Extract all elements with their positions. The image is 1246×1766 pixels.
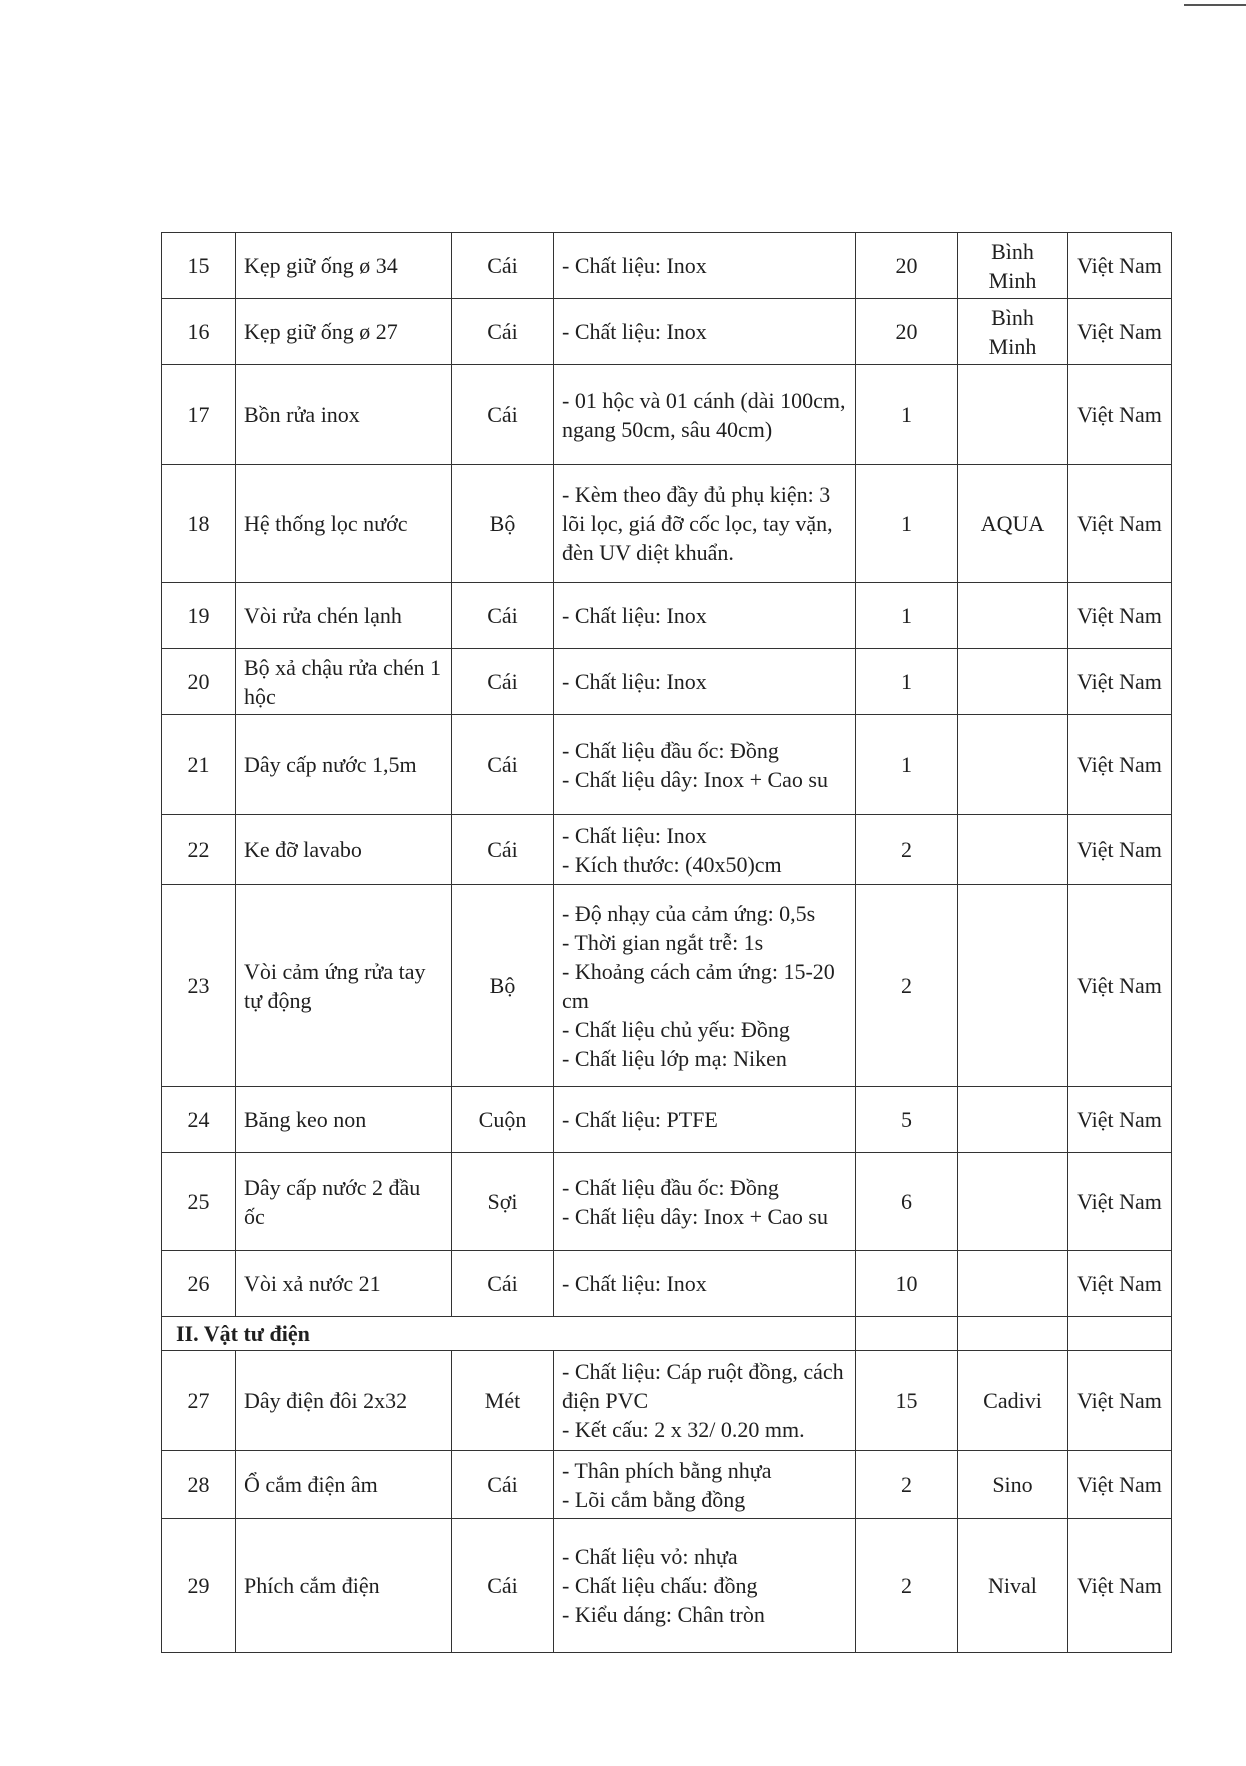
item-spec — [554, 885, 856, 1087]
spec-line: - Chất liệu: Inox — [562, 253, 707, 278]
item-spec — [554, 1087, 856, 1153]
item-name: Phích cắm điện — [236, 1519, 452, 1653]
item-name: Bồn rửa inox — [236, 365, 452, 465]
item-brand: AQUA — [958, 465, 1068, 583]
table-row — [162, 1519, 1172, 1653]
spec-line: - Thời gian ngắt trễ: 1s — [562, 929, 764, 955]
item-name: Kẹp giữ ống ø 27 — [236, 299, 452, 365]
spec-line: - Chất liệu: Inox — [562, 669, 707, 694]
spec-line: - Độ nhạy của cảm ứng: 0,5s — [562, 900, 816, 926]
item-origin: Việt Nam — [1068, 365, 1172, 465]
item-brand: Sino — [958, 1451, 1068, 1519]
spec-line: - Chất liệu: PTFE — [562, 1107, 718, 1132]
table-row — [162, 815, 1172, 885]
item-quantity: 20 — [856, 233, 958, 299]
table-row — [162, 1451, 1172, 1519]
item-brand — [958, 1153, 1068, 1251]
item-spec — [554, 1451, 856, 1519]
spec-line: - Kết cấu: 2 x 32/ 0.20 mm. — [562, 1417, 805, 1442]
item-origin: Việt Nam — [1068, 1519, 1172, 1653]
table-row — [162, 649, 1172, 715]
spec-line: - Chất liệu chấu: đồng — [562, 1573, 758, 1598]
item-origin: Việt Nam — [1068, 583, 1172, 649]
table-row — [162, 583, 1172, 649]
item-unit: Cái — [452, 233, 554, 299]
item-unit: Cái — [452, 1451, 554, 1519]
item-unit: Bộ — [452, 465, 554, 583]
item-brand — [958, 1251, 1068, 1317]
item-name: Vòi xả nước 21 — [236, 1251, 452, 1317]
item-quantity: 2 — [856, 815, 958, 885]
item-quantity: 10 — [856, 1251, 958, 1317]
item-origin: Việt Nam — [1068, 649, 1172, 715]
spec-line: - Kèm theo đầy đủ phụ kiện: 3 lõi lọc, giá đỡ cốc lọc, tay vặn, đèn UV diệt khuẩn. — [562, 482, 833, 565]
item-name: Bộ xả chậu rửa chén 1 hộc — [236, 649, 452, 715]
table-row — [162, 715, 1172, 815]
item-quantity: 1 — [856, 649, 958, 715]
item-quantity: 1 — [856, 365, 958, 465]
item-name: Ke đỡ lavabo — [236, 815, 452, 885]
item-spec — [554, 1519, 856, 1653]
item-brand — [958, 583, 1068, 649]
item-spec — [554, 1251, 856, 1317]
spec-line: - Chất liệu dây: Inox + Cao su — [562, 766, 828, 792]
table-row — [162, 465, 1172, 583]
item-brand — [958, 715, 1068, 815]
item-unit: Mét — [452, 1351, 554, 1451]
item-spec — [554, 715, 856, 815]
spec-line: - Chất liệu lớp mạ: Niken — [562, 1045, 787, 1071]
item-origin: Việt Nam — [1068, 1087, 1172, 1153]
spec-line: - Chất liệu: Cáp ruột đồng, cách điện PVC — [562, 1359, 844, 1413]
item-name: Dây cấp nước 1,5m — [236, 715, 452, 815]
spec-line: - Chất liệu: Inox — [562, 603, 707, 628]
spec-line: - Chất liệu: Inox — [562, 822, 707, 848]
item-number: 15 — [162, 233, 236, 299]
item-name: Dây điện đôi 2x32 — [236, 1351, 452, 1451]
item-number: 23 — [162, 885, 236, 1087]
item-number: 19 — [162, 583, 236, 649]
item-spec — [554, 649, 856, 715]
item-spec — [554, 583, 856, 649]
spec-line: - Chất liệu: Inox — [562, 319, 707, 344]
item-unit: Cái — [452, 1251, 554, 1317]
item-name: Băng keo non — [236, 1087, 452, 1153]
item-origin: Việt Nam — [1068, 1153, 1172, 1251]
item-number: 22 — [162, 815, 236, 885]
item-brand: Bình Minh — [958, 233, 1068, 299]
item-origin: Việt Nam — [1068, 465, 1172, 583]
item-number: 27 — [162, 1351, 236, 1451]
item-brand — [958, 649, 1068, 715]
top-edge-mark — [1184, 4, 1246, 6]
item-brand — [958, 1087, 1068, 1153]
table-row — [162, 1251, 1172, 1317]
item-number: 28 — [162, 1451, 236, 1519]
item-quantity: 1 — [856, 465, 958, 583]
item-origin: Việt Nam — [1068, 815, 1172, 885]
equipment-spec-table — [161, 232, 1172, 1653]
item-spec — [554, 465, 856, 583]
item-unit: Cái — [452, 815, 554, 885]
item-origin: Việt Nam — [1068, 233, 1172, 299]
item-brand: Cadivi — [958, 1351, 1068, 1451]
item-unit: Cuộn — [452, 1087, 554, 1153]
spec-line: - Kích thước: (40x50)cm — [562, 851, 782, 877]
item-quantity: 6 — [856, 1153, 958, 1251]
empty-cell — [1068, 1317, 1172, 1351]
item-brand — [958, 365, 1068, 465]
item-quantity: 20 — [856, 299, 958, 365]
item-name: Vòi cảm ứng rửa tay tự động — [236, 885, 452, 1087]
item-unit: Cái — [452, 1519, 554, 1653]
table-row — [162, 299, 1172, 365]
section-header-row — [162, 1317, 1172, 1351]
item-quantity: 5 — [856, 1087, 958, 1153]
spec-line: - Chất liệu vỏ: nhựa — [562, 1544, 738, 1569]
item-number: 24 — [162, 1087, 236, 1153]
item-spec — [554, 233, 856, 299]
item-number: 20 — [162, 649, 236, 715]
item-spec — [554, 365, 856, 465]
item-number: 18 — [162, 465, 236, 583]
item-quantity: 1 — [856, 715, 958, 815]
item-number: 21 — [162, 715, 236, 815]
spec-line: - Thân phích bằng nhựa — [562, 1457, 772, 1483]
item-quantity: 1 — [856, 583, 958, 649]
table-row — [162, 1351, 1172, 1451]
item-origin: Việt Nam — [1068, 1451, 1172, 1519]
item-unit: Cái — [452, 649, 554, 715]
item-quantity: 2 — [856, 1519, 958, 1653]
item-unit: Cái — [452, 299, 554, 365]
item-origin: Việt Nam — [1068, 299, 1172, 365]
spec-line: - Chất liệu đầu ốc: Đồng — [562, 737, 779, 763]
table-row — [162, 1087, 1172, 1153]
item-name: Dây cấp nước 2 đầu ốc — [236, 1153, 452, 1251]
item-name: Vòi rửa chén lạnh — [236, 583, 452, 649]
table-row — [162, 365, 1172, 465]
item-spec — [554, 1351, 856, 1451]
table-row — [162, 1153, 1172, 1251]
section-title: II. Vật tư điện — [162, 1317, 856, 1351]
item-unit: Cái — [452, 715, 554, 815]
spec-line: - Kiểu dáng: Chân tròn — [562, 1602, 765, 1627]
item-origin: Việt Nam — [1068, 885, 1172, 1087]
spec-line: - Lõi cắm bằng đồng — [562, 1486, 746, 1512]
item-spec — [554, 299, 856, 365]
item-unit: Cái — [452, 583, 554, 649]
item-quantity: 2 — [856, 1451, 958, 1519]
item-quantity: 2 — [856, 885, 958, 1087]
item-number: 26 — [162, 1251, 236, 1317]
spec-line: - 01 hộc và 01 cánh (dài 100cm, ngang 50cm, sâu 40cm) — [562, 387, 846, 442]
spec-line: - Chất liệu: Inox — [562, 1271, 707, 1296]
item-origin: Việt Nam — [1068, 715, 1172, 815]
empty-cell — [856, 1317, 958, 1351]
item-unit: Cái — [452, 365, 554, 465]
item-number: 29 — [162, 1519, 236, 1653]
item-number: 16 — [162, 299, 236, 365]
item-brand — [958, 815, 1068, 885]
spec-line: - Khoảng cách cảm ứng: 15-20 cm — [562, 958, 835, 1013]
item-spec — [554, 1153, 856, 1251]
empty-cell — [958, 1317, 1068, 1351]
item-name: Ổ cắm điện âm — [236, 1451, 452, 1519]
item-origin: Việt Nam — [1068, 1251, 1172, 1317]
spec-line: - Chất liệu đầu ốc: Đồng — [562, 1174, 779, 1200]
table-row — [162, 233, 1172, 299]
item-name: Kẹp giữ ống ø 34 — [236, 233, 452, 299]
item-unit: Sợi — [452, 1153, 554, 1251]
item-brand — [958, 885, 1068, 1087]
spec-line: - Chất liệu dây: Inox + Cao su — [562, 1203, 828, 1229]
item-quantity: 15 — [856, 1351, 958, 1451]
item-spec — [554, 815, 856, 885]
table-row — [162, 885, 1172, 1087]
item-unit: Bộ — [452, 885, 554, 1087]
item-brand: Bình Minh — [958, 299, 1068, 365]
item-brand: Nival — [958, 1519, 1068, 1653]
item-number: 25 — [162, 1153, 236, 1251]
item-number: 17 — [162, 365, 236, 465]
item-origin: Việt Nam — [1068, 1351, 1172, 1451]
spec-table-body — [162, 233, 1172, 1653]
item-name: Hệ thống lọc nước — [236, 465, 452, 583]
spec-line: - Chất liệu chủ yếu: Đồng — [562, 1016, 790, 1042]
